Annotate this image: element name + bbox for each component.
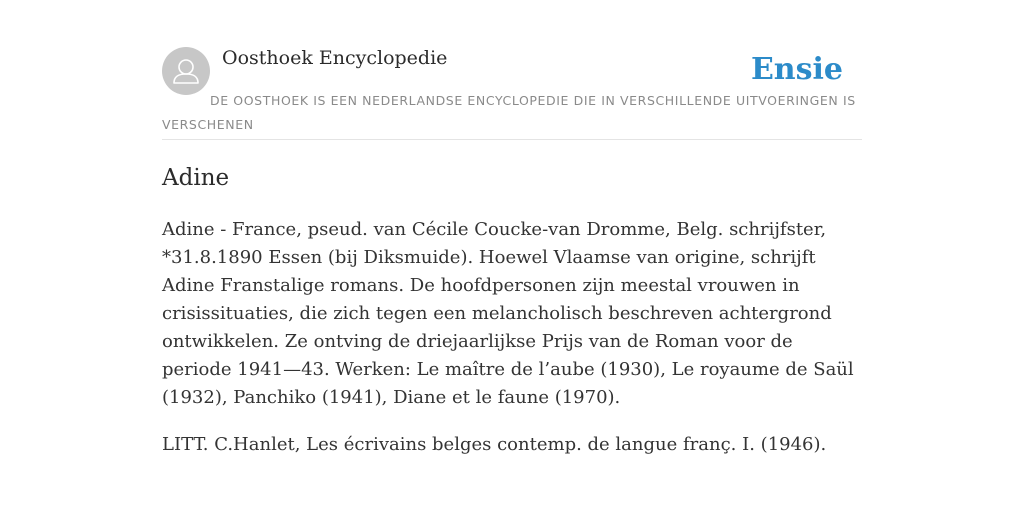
brand-logo[interactable]: Ensie xyxy=(750,52,843,87)
source-tagline: DE OOSTHOEK IS EEN NEDERLANDSE ENCYCLOPEDIE DIE IN VERSCHILLENDE UITVOERINGEN IS VERSCHENEN xyxy=(162,93,856,132)
source-name[interactable]: Oosthoek Encyclopedie xyxy=(222,47,448,69)
page-container xyxy=(162,0,862,455)
entry-paragraph: Adine - France, pseud. van Cécile Coucke-van Dromme, Belg. schrijfster, *31.8.1890 Essen (bij Diksmuide). Hoewel Vlaamse van origine, schrijft Adine Franstalige romans. De hoofdpersonen zijn meestal vrouwen in crisissituaties, die zich tegen een melancholisch beschreven achtergrond ontwikkelen. Ze ontving de driejaarlijkse Prijs van de Roman voor de periode 1941—43. Werken: Le maître de l’aube (1930), Le royaume de Saül (1932), Panchiko (1941), Diane et le faune (1970). xyxy=(162,219,854,408)
entry-literature: LITT. C.Hanlet, Les écrivains belges contemp. de langue franç. I. (1946). xyxy=(162,434,827,455)
header xyxy=(162,0,862,140)
user-icon-svg xyxy=(162,47,210,95)
user-icon[interactable] xyxy=(162,47,210,95)
entry-body xyxy=(162,216,864,478)
entry-title: Adine xyxy=(162,165,230,191)
